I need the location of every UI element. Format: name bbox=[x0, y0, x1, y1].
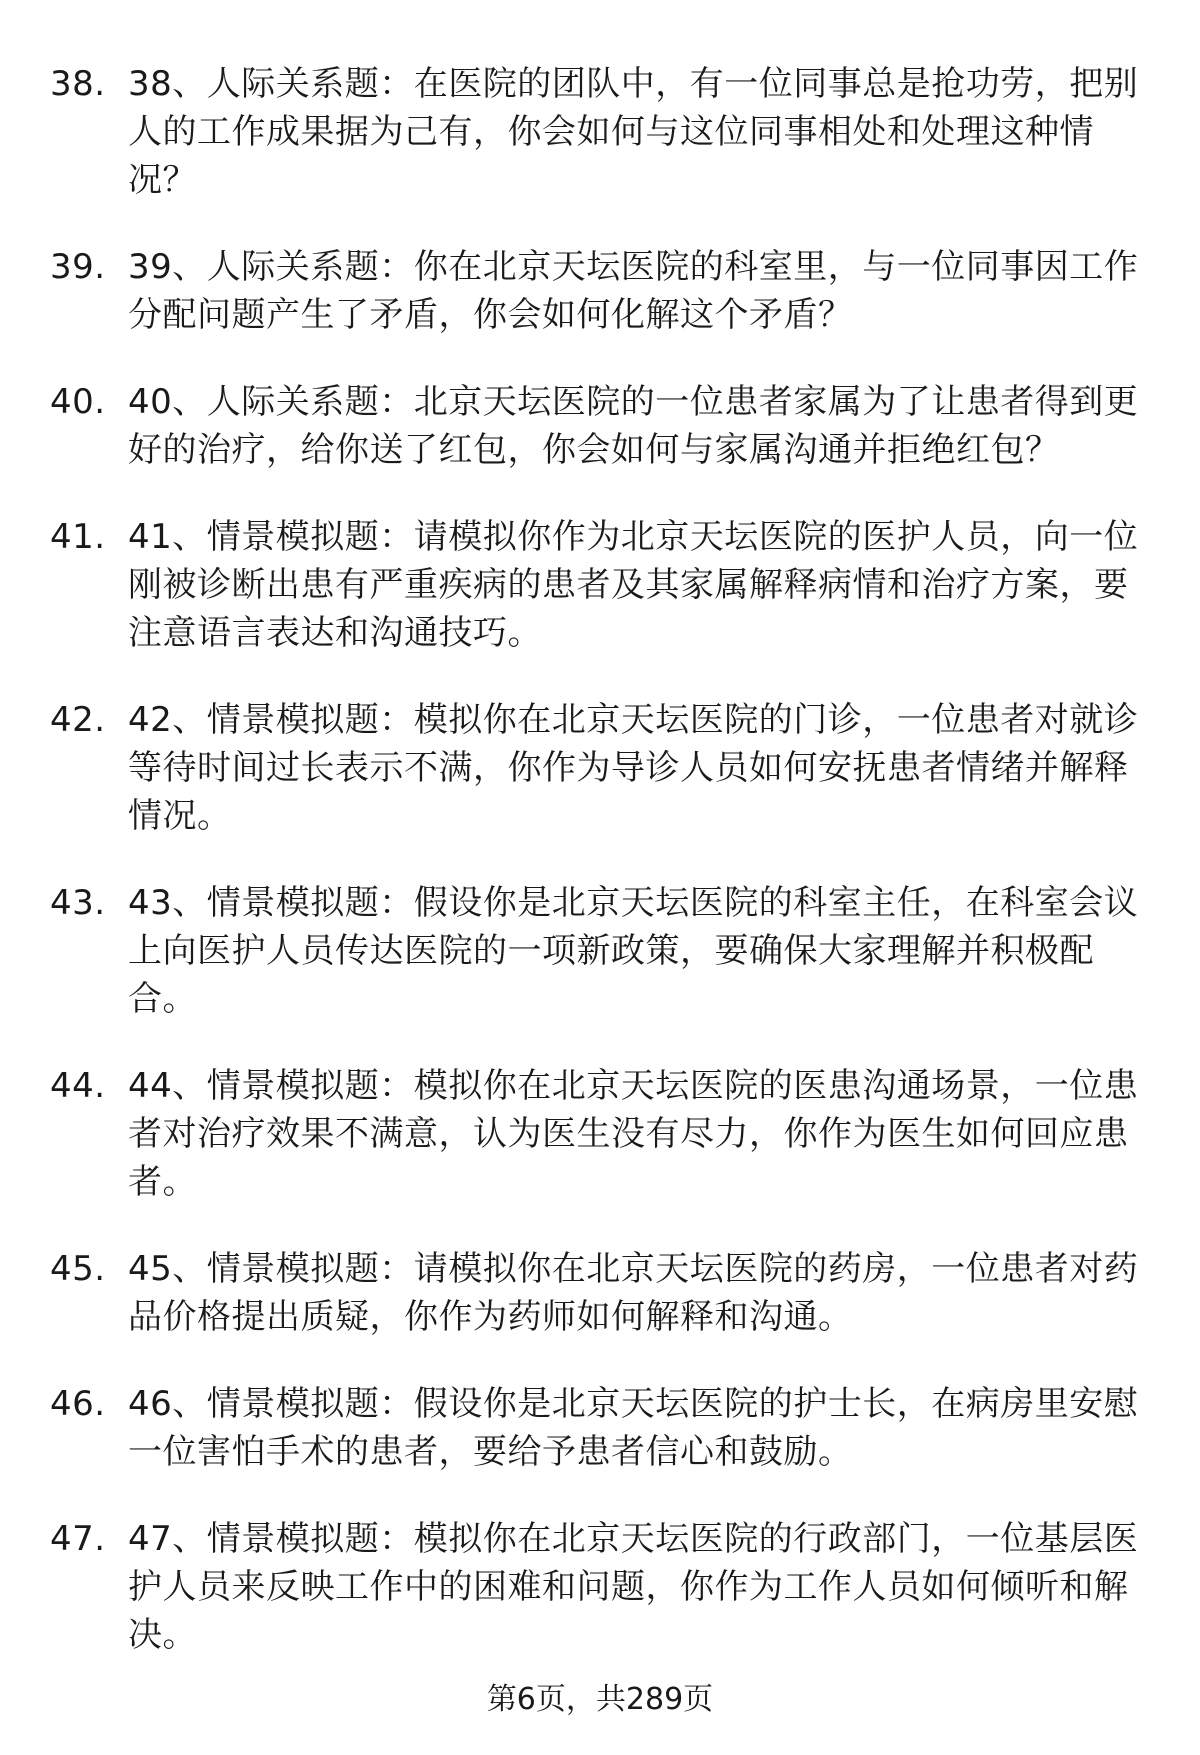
question-item bbox=[50, 1245, 1150, 1341]
question-number: 38. bbox=[50, 64, 106, 104]
question-item bbox=[50, 696, 1150, 840]
question-item bbox=[50, 1515, 1150, 1659]
question-item bbox=[50, 243, 1150, 339]
question-list bbox=[50, 60, 1150, 1698]
question-item bbox=[50, 513, 1150, 657]
question-text: 46、情景模拟题：假设你是北京天坛医院的护士长，在病房里安慰一位害怕手术的患者，要给予患者信心和鼓励。 bbox=[128, 1384, 1139, 1472]
question-text: 41、情景模拟题：请模拟你作为北京天坛医院的医护人员，向一位刚被诊断出患有严重疾病的患者及其家属解释病情和治疗方案，要注意语言表达和沟通技巧。 bbox=[128, 517, 1139, 653]
question-text: 42、情景模拟题：模拟你在北京天坛医院的门诊，一位患者对就诊等待时间过长表示不满，你作为导诊人员如何安抚患者情绪并解释情况。 bbox=[128, 700, 1139, 836]
question-number: 40. bbox=[50, 382, 106, 422]
question-number: 41. bbox=[50, 517, 106, 557]
question-text: 47、情景模拟题：模拟你在北京天坛医院的行政部门，一位基层医护人员来反映工作中的困难和问题，你作为工作人员如何倾听和解决。 bbox=[128, 1519, 1139, 1655]
question-number: 45. bbox=[50, 1249, 106, 1289]
page-footer: 第6页，共289页 bbox=[486, 1682, 714, 1717]
question-item bbox=[50, 60, 1150, 204]
question-item bbox=[50, 1062, 1150, 1206]
question-number: 42. bbox=[50, 700, 106, 740]
question-text: 44、情景模拟题：模拟你在北京天坛医院的医患沟通场景，一位患者对治疗效果不满意，认为医生没有尽力，你作为医生如何回应患者。 bbox=[128, 1066, 1139, 1202]
question-item bbox=[50, 378, 1150, 474]
question-item bbox=[50, 879, 1150, 1023]
question-number: 47. bbox=[50, 1519, 106, 1559]
question-number: 43. bbox=[50, 883, 106, 923]
question-text: 43、情景模拟题：假设你是北京天坛医院的科室主任，在科室会议上向医护人员传达医院的一项新政策，要确保大家理解并积极配合。 bbox=[128, 883, 1139, 1019]
question-number: 46. bbox=[50, 1384, 106, 1424]
question-text: 40、人际关系题：北京天坛医院的一位患者家属为了让患者得到更好的治疗，给你送了红包，你会如何与家属沟通并拒绝红包？ bbox=[128, 382, 1139, 470]
question-text: 39、人际关系题：你在北京天坛医院的科室里，与一位同事因工作分配问题产生了矛盾，你会如何化解这个矛盾？ bbox=[128, 247, 1139, 335]
question-item bbox=[50, 1380, 1150, 1476]
question-number: 39. bbox=[50, 247, 106, 287]
question-text: 38、人际关系题：在医院的团队中，有一位同事总是抢功劳，把别人的工作成果据为己有，你会如何与这位同事相处和处理这种情况？ bbox=[128, 64, 1139, 200]
question-number: 44. bbox=[50, 1066, 106, 1106]
question-text: 45、情景模拟题：请模拟你在北京天坛医院的药房，一位患者对药品价格提出质疑，你作为药师如何解释和沟通。 bbox=[128, 1249, 1139, 1337]
